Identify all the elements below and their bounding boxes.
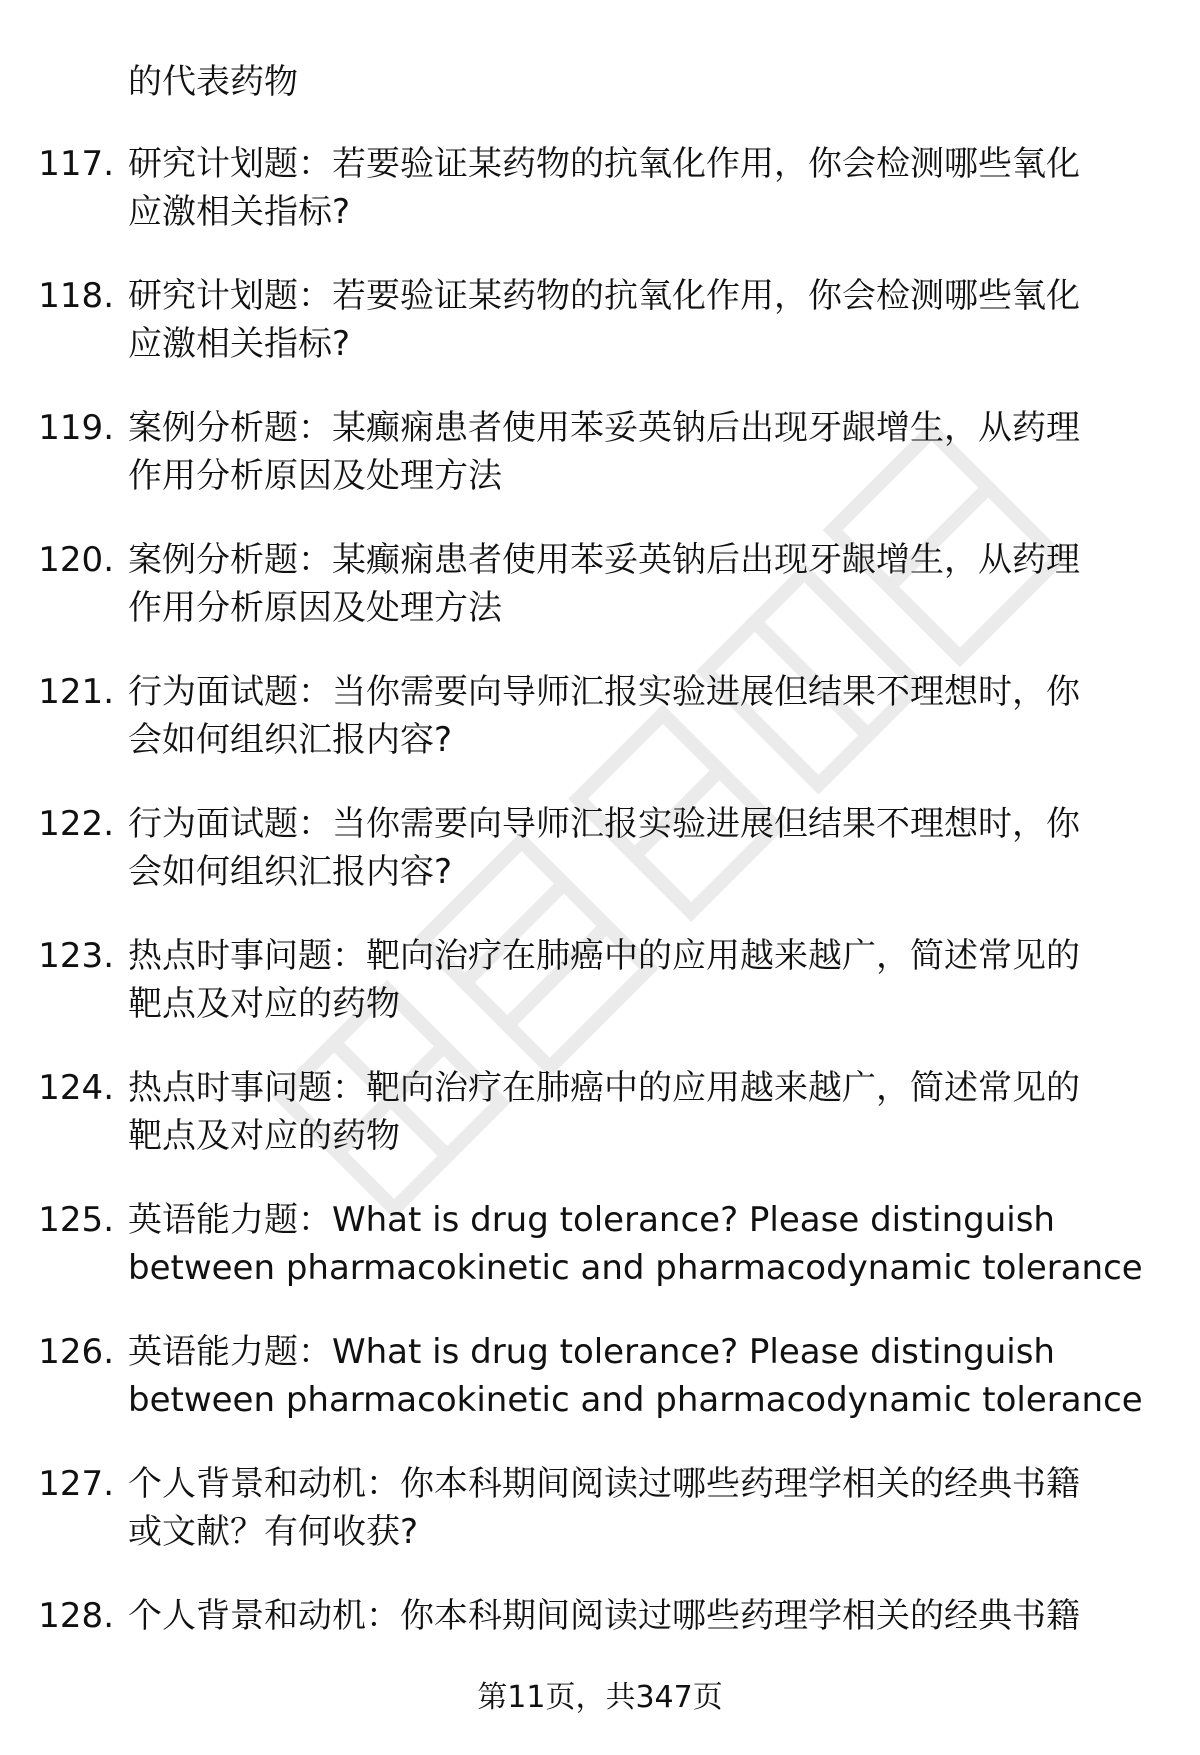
question-text-line: 案例分析题：某癫痫患者使用苯妥英钠后出现牙龈增生，从药理 [128, 408, 1080, 448]
question-list [0, 140, 1200, 1662]
question-number: 125. [38, 1200, 114, 1240]
question-number: 123. [38, 936, 114, 976]
question-item [0, 140, 1200, 272]
question-text-line: 行为面试题：当你需要向导师汇报实验进展但结果不理想时，你 [128, 804, 1080, 844]
question-number: 127. [38, 1464, 114, 1504]
question-text-line: 或文献？有何收获? [128, 1512, 419, 1552]
question-text-line: 靶点及对应的药物 [128, 984, 400, 1024]
question-text-line: 会如何组织汇报内容? [128, 720, 453, 760]
question-text-line: 靶点及对应的药物 [128, 1116, 400, 1156]
question-number: 117. [38, 144, 114, 184]
question-text [128, 1328, 1173, 1424]
question-text-line: 会如何组织汇报内容? [128, 852, 453, 892]
question-text-line: 作用分析原因及处理方法 [128, 588, 502, 628]
question-item [0, 1064, 1200, 1196]
question-item [0, 1196, 1200, 1328]
question-text-line: 案例分析题：某癫痫患者使用苯妥英钠后出现牙龈增生，从药理 [128, 540, 1080, 580]
question-text [128, 272, 1173, 368]
question-text-line: 行为面试题：当你需要向导师汇报实验进展但结果不理想时，你 [128, 672, 1080, 712]
question-item [0, 404, 1200, 536]
question-text [128, 1592, 1173, 1640]
question-number: 124. [38, 1068, 114, 1108]
question-text [128, 404, 1173, 500]
question-text-line: 作用分析原因及处理方法 [128, 456, 502, 496]
continuation-line: 的代表药物 [128, 62, 298, 102]
question-text [128, 932, 1173, 1028]
question-number: 128. [38, 1596, 114, 1636]
question-text-line: 英语能力题：What is drug tolerance? Please distinguish [128, 1200, 1055, 1240]
question-text-line: 个人背景和动机：你本科期间阅读过哪些药理学相关的经典书籍 [128, 1464, 1080, 1504]
question-item [0, 536, 1200, 668]
question-text-line: 研究计划题：若要验证某药物的抗氧化作用，你会检测哪些氧化 [128, 276, 1080, 316]
question-text-line: between pharmacokinetic and pharmacodynamic tolerance [128, 1248, 1143, 1288]
question-item [0, 272, 1200, 404]
question-number: 126. [38, 1332, 114, 1372]
question-item [0, 932, 1200, 1064]
question-text-line: 研究计划题：若要验证某药物的抗氧化作用，你会检测哪些氧化 [128, 144, 1080, 184]
question-item [0, 800, 1200, 932]
question-text-line: between pharmacokinetic and pharmacodynamic tolerance [128, 1380, 1143, 1420]
page-footer: 第11页，共347页 [477, 1680, 723, 1715]
question-text-line: 热点时事问题：靶向治疗在肺癌中的应用越来越广，简述常见的 [128, 936, 1080, 976]
question-text [128, 1196, 1173, 1292]
question-text-line: 应激相关指标? [128, 324, 351, 364]
question-text [128, 668, 1173, 764]
question-text-line: 热点时事问题：靶向治疗在肺癌中的应用越来越广，简述常见的 [128, 1068, 1080, 1108]
question-text-line: 英语能力题：What is drug tolerance? Please distinguish [128, 1332, 1055, 1372]
question-text [128, 1064, 1173, 1160]
question-number: 120. [38, 540, 114, 580]
question-text-line: 个人背景和动机：你本科期间阅读过哪些药理学相关的经典书籍 [128, 1596, 1080, 1636]
question-number: 118. [38, 276, 114, 316]
question-number: 122. [38, 804, 114, 844]
question-item [0, 668, 1200, 800]
question-text [128, 536, 1173, 632]
question-text [128, 800, 1173, 896]
question-item [0, 1328, 1200, 1460]
question-number: 119. [38, 408, 114, 448]
question-text [128, 140, 1173, 236]
question-item [0, 1592, 1200, 1662]
question-text-line: 应激相关指标? [128, 192, 351, 232]
question-number: 121. [38, 672, 114, 712]
question-item [0, 1460, 1200, 1592]
question-text [128, 1460, 1173, 1556]
